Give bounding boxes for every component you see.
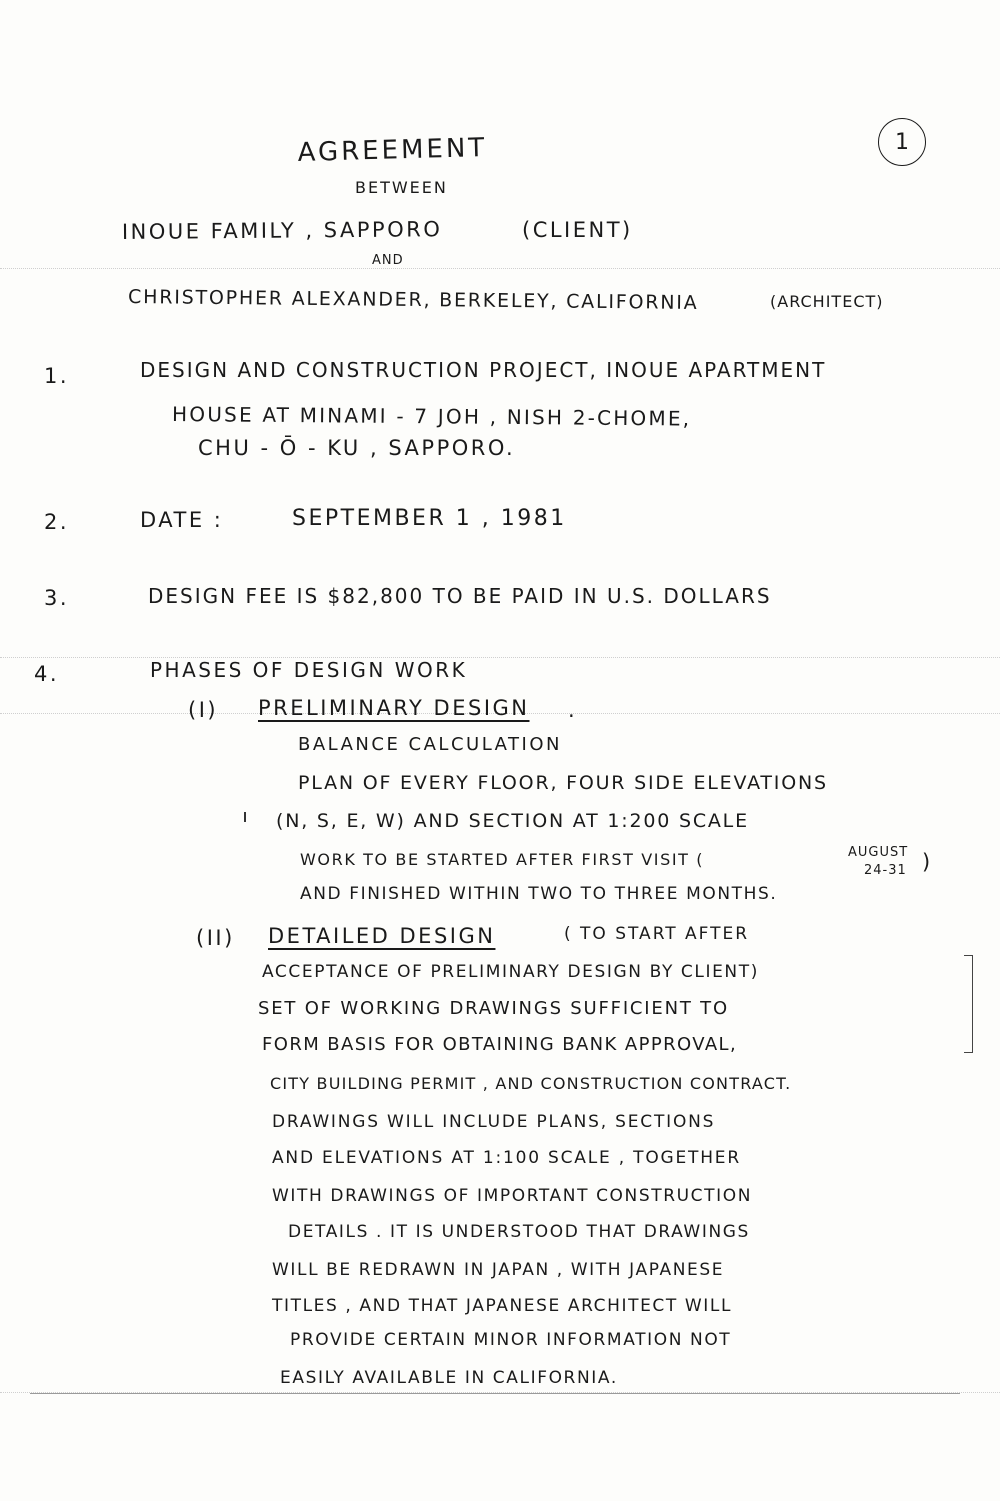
agreement-title: AGREEMENT	[297, 133, 488, 168]
ruled-line	[0, 268, 1000, 269]
date-label: DATE :	[140, 508, 224, 532]
and-label: AND	[372, 253, 404, 268]
phase-2-line-11: PROVIDE CERTAIN MINOR INFORMATION NOT	[290, 1330, 732, 1350]
date-value: SEPTEMBER 1 , 1981	[292, 506, 567, 531]
item-2-number: 2.	[44, 510, 70, 534]
phase-2-line-6: AND ELEVATIONS AT 1:100 SCALE , TOGETHER	[272, 1148, 741, 1168]
client-line: INOUE FAMILY , SAPPORO	[121, 217, 443, 244]
item-1-line-1: DESIGN AND CONSTRUCTION PROJECT, INOUE APARTMENT	[140, 358, 827, 382]
visit-note-close: )	[922, 850, 933, 874]
phase-2-line-7: WITH DRAWINGS OF IMPORTANT CONSTRUCTION	[272, 1186, 753, 1206]
item-1-line-3: CHU - Ō - KU , SAPPORO.	[198, 436, 516, 460]
item-3-number: 3.	[44, 586, 70, 610]
phase-1-number: (I)	[188, 698, 219, 722]
phase-1-line-2: PLAN OF EVERY FLOOR, FOUR SIDE ELEVATIONS	[298, 772, 828, 794]
item-1-line-2: HOUSE AT MINAMI - 7 JOH , NISH 2-CHOME,	[171, 402, 692, 431]
phase-1-line-4: WORK TO BE STARTED AFTER FIRST VISIT (	[300, 850, 705, 869]
visit-note-month: AUGUST	[848, 845, 909, 860]
phase-2-line-2: SET OF WORKING DRAWINGS SUFFICIENT TO	[258, 998, 729, 1019]
phase-2-number: (II)	[196, 926, 235, 950]
item-1-number: 1.	[44, 364, 70, 388]
phase-2-line-3: FORM BASIS FOR OBTAINING BANK APPROVAL,	[262, 1034, 738, 1055]
between-label: BETWEEN	[355, 178, 448, 197]
architect-role: (ARCHITECT)	[770, 292, 884, 311]
phase-2-title: DETAILED DESIGN	[268, 924, 496, 948]
phase-2-line-1: ACCEPTANCE OF PRELIMINARY DESIGN BY CLIENT)	[262, 962, 759, 982]
phase-2-line-10: TITLES , AND THAT JAPANESE ARCHITECT WILL	[272, 1296, 733, 1316]
visit-note-dates: 24-31	[864, 863, 907, 878]
margin-bracket	[964, 955, 973, 1053]
phase-2-line-4: CITY BUILDING PERMIT , AND CONSTRUCTION CONTRACT.	[270, 1074, 792, 1093]
item-4-number: 4.	[34, 662, 60, 686]
client-role: (CLIENT)	[522, 218, 633, 242]
phase-2-line-8: DETAILS . IT IS UNDERSTOOD THAT DRAWINGS	[288, 1222, 750, 1242]
page-number: 1	[895, 129, 909, 155]
phase-2-line-9: WILL BE REDRAWN IN JAPAN , WITH JAPANESE	[272, 1260, 725, 1280]
phase-2-line-12: EASILY AVAILABLE IN CALIFORNIA.	[280, 1368, 618, 1388]
phase-2-note-start: ( TO START AFTER	[564, 924, 750, 944]
margin-mark	[244, 812, 246, 822]
page-number-circle	[878, 118, 926, 166]
phase-1-title-period: .	[568, 698, 578, 722]
phase-2-line-5: DRAWINGS WILL INCLUDE PLANS, SECTIONS	[272, 1112, 716, 1132]
architect-line: CHRISTOPHER ALEXANDER, BERKELEY, CALIFORNIA	[127, 286, 699, 314]
phase-1-line-5: AND FINISHED WITHIN TWO TO THREE MONTHS.	[300, 884, 778, 904]
phase-1-line-3: (N, S, E, W) AND SECTION AT 1:200 SCALE	[276, 810, 749, 832]
bottom-rule	[30, 1393, 960, 1394]
phase-1-title: PRELIMINARY DESIGN	[258, 696, 530, 720]
phase-1-line-1: BALANCE CALCULATION	[298, 734, 562, 755]
phases-heading: PHASES OF DESIGN WORK	[150, 658, 468, 682]
design-fee-line: DESIGN FEE IS $82,800 TO BE PAID IN U.S. DOLLARS	[148, 584, 772, 608]
